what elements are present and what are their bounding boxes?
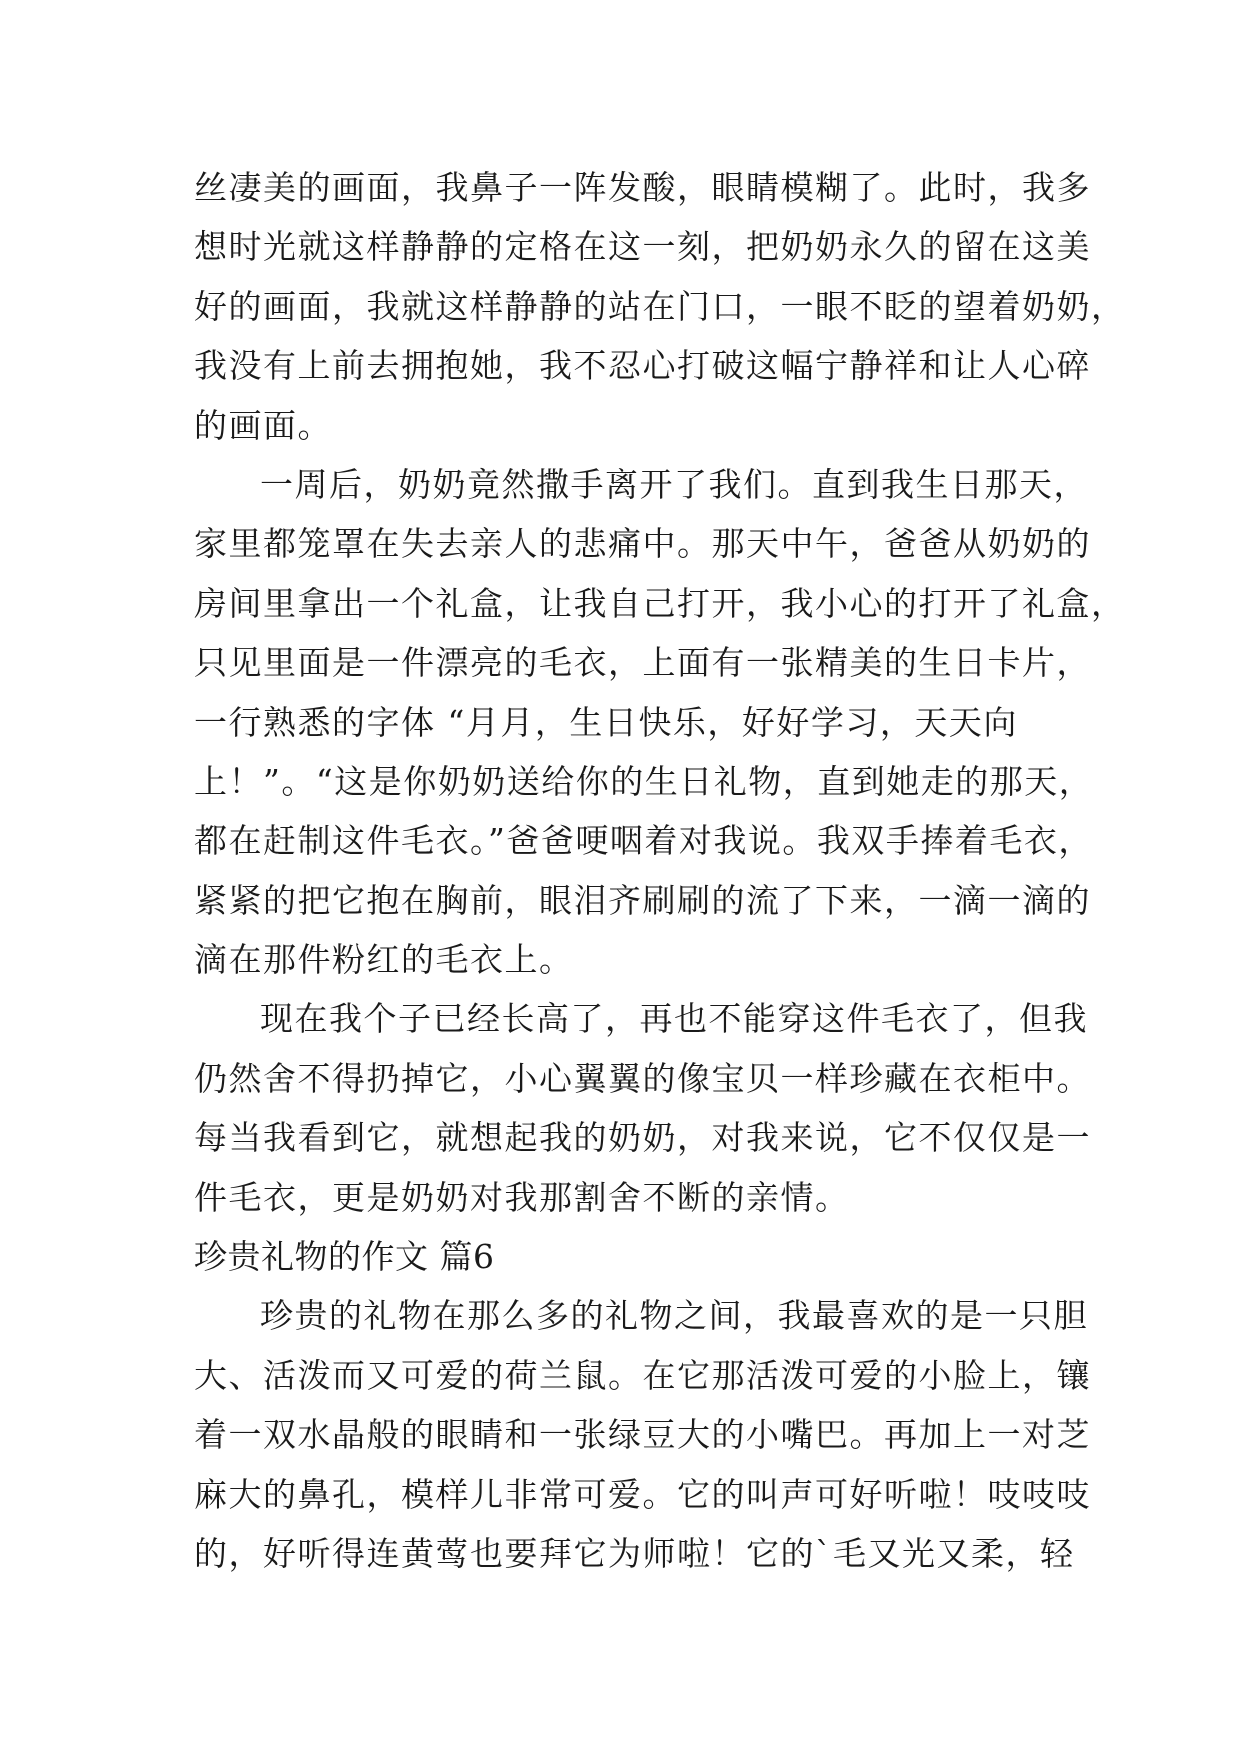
text-line: 只见里面是一件漂亮的毛衣，上面有一张精美的生日卡片， bbox=[194, 643, 1091, 683]
text-line: 每当我看到它，就想起我的奶奶，对我来说，它不仅仅是一 bbox=[194, 1118, 1091, 1158]
text-line: 我没有上前去拥抱她，我不忍心打破这幅宁静祥和让人心碎 bbox=[194, 346, 1091, 386]
text-line: 着一双水晶般的眼睛和一张绿豆大的小嘴巴。再加上一对芝 bbox=[194, 1415, 1091, 1455]
text-line: 都在赶制这件毛衣。”爸爸哽咽着对我说。我双手捧着毛衣， bbox=[194, 821, 1093, 861]
paragraph-first-line: 一周后，奶奶竟然撒手离开了我们。直到我生日那天， bbox=[260, 464, 1088, 504]
text-line: 房间里拿出一个礼盒，让我自己打开，我小心的打开了礼盒， bbox=[194, 583, 1126, 623]
section-heading: 珍贵礼物的作文 篇6 bbox=[194, 1237, 495, 1277]
text-line: 麻大的鼻孔，模样儿非常可爱。它的叫声可好听啦！吱吱吱 bbox=[194, 1474, 1091, 1514]
text-line: 紧紧的把它抱在胸前，眼泪齐刷刷的流了下来，一滴一滴的 bbox=[194, 880, 1091, 920]
text-line: 一行熟悉的字体 “月月，生日快乐，好好学习，天天向 bbox=[194, 702, 1018, 742]
text-line: 上！”。“这是你奶奶送给你的生日礼物，直到她走的那天， bbox=[194, 761, 1094, 801]
text-line: 仍然舍不得扔掉它，小心翼翼的像宝贝一样珍藏在衣柜中。 bbox=[194, 1058, 1091, 1098]
text-line: 件毛衣，更是奶奶对我那割舍不断的亲情。 bbox=[194, 1177, 850, 1217]
text-line: 好的画面，我就这样静静的站在门口，一眼不眨的望着奶奶， bbox=[194, 286, 1126, 326]
text-line: 大、活泼而又可爱的荷兰鼠。在它那活泼可爱的小脸上，镶 bbox=[194, 1355, 1091, 1395]
paragraph-first-line: 现在我个子已经长高了，再也不能穿这件毛衣了，但我 bbox=[260, 999, 1088, 1039]
text-line: 滴在那件粉红的毛衣上。 bbox=[194, 940, 574, 980]
text-line: 的，好听得连黄莺也要拜它为师啦！它的`毛又光又柔，轻 bbox=[194, 1533, 1075, 1573]
paragraph-first-line: 珍贵的礼物在那么多的礼物之间，我最喜欢的是一只胆 bbox=[260, 1296, 1088, 1336]
article-body bbox=[194, 158, 1126, 1583]
text-line: 家里都笼罩在失去亲人的悲痛中。那天中午，爸爸从奶奶的 bbox=[194, 524, 1091, 564]
text-line: 丝凄美的画面，我鼻子一阵发酸，眼睛模糊了。此时，我多 bbox=[194, 168, 1091, 207]
text-line: 的画面。 bbox=[194, 405, 332, 445]
text-line: 想时光就这样静静的定格在这一刻，把奶奶永久的留在这美 bbox=[194, 227, 1091, 267]
